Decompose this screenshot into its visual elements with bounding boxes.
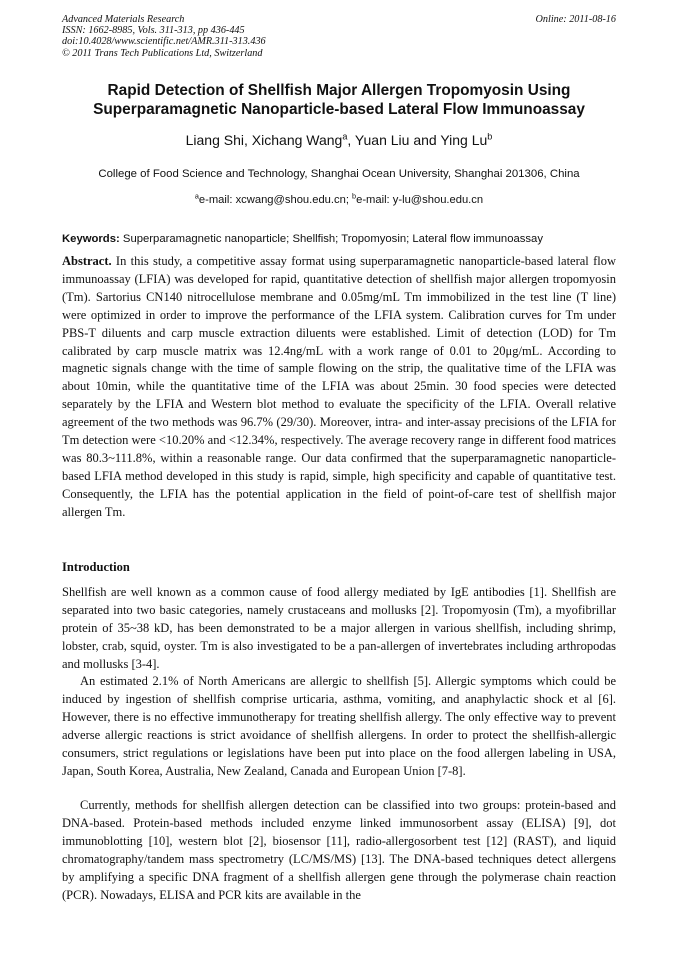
- author-list: [62, 131, 616, 149]
- email-a: e-mail: xcwang@shou.edu.cn;: [198, 194, 353, 206]
- email-a-mark: a: [194, 191, 199, 201]
- affiliation: College of Food Science and Technology, Shanghai Ocean University, Shanghai 201306, China: [98, 168, 580, 180]
- paper-title: [62, 81, 616, 119]
- abstract-label: Abstract.: [62, 254, 112, 268]
- keywords-text: Superparamagnetic nanoparticle; Shellfish; Tropomyosin; Lateral flow immunoassay: [119, 233, 543, 245]
- title-line-2: Superparamagnetic Nanoparticle-based Lateral Flow Immunoassay: [93, 101, 585, 118]
- email-b-mark: b: [352, 191, 357, 201]
- email-b: e-mail: y-lu@shou.edu.cn: [356, 194, 484, 206]
- issn-line: ISSN: 1662-8985, Vols. 311-313, pp 436-445: [62, 25, 245, 37]
- introduction-heading: Introduction: [62, 560, 130, 574]
- doi-line: doi:10.4028/www.scientific.net/AMR.311-313.436: [62, 36, 266, 48]
- author-4: Ying Lu: [440, 132, 488, 148]
- abstract-text: In this study, a competitive assay format using superparamagnetic nanoparticle-based lateral flow immunoassay (LFIA) was developed for rapid, quantitative detection of shellfish major allergen tropomyosin (Tm). Sartorius CN140 nitrocellulose membrane and 0.05mg/mL Tm immobilized in the test line (T line) were optimized in order to improve the performance of the LFIA system. Calibration curves for Tm under PBS-T diluents and carp muscle extraction diluents were established. Limit of detection (LOD) for Tm calibrated by carp muscle matrix was 12.4ng/mL with a work range of 0.01 to 20μg/mL. According to magnetic signals change with the time of sample flowing on the strip, the qualitative time of the LFIA was about 10min, while the quantitative time of the LFIA was about 25min. 30 food species were detected separately by the LFIA and Western blot method to evaluate the specificity of the LFIA. Overall relative agreement of the two methods was 96.7% (29/30). Moreover, intra- and inter-assay precisions of the LFIA for Tm detection were <10.20% and <12.34%, respectively. The average recovery range in different food matrices was 80.3~111.8%, within a reasonable range. Our data confirmed that the superparamagnetic nanoparticle-based LFIA method developed in this study is rapid, simple, high specificity and capable of quantitative test. Consequently, the LFIA has the potential application in the field of point-of-care test of shellfish major allergen Tm.: [62, 254, 616, 519]
- author-2: Xichang Wang: [251, 132, 343, 148]
- title-line-1: Rapid Detection of Shellfish Major Allergen Tropomyosin Using: [107, 82, 571, 99]
- intro-paragraph-2: An estimated 2.1% of North Americans are allergic to shellfish [5]. Allergic symptoms which could be induced by ingestion of shellfish comprise urticaria, asthma, vomiting, and anaphylactic shock et al [6]. However, there is no effective immunotherapy for treating shellfish allergy. The only effective way to prevent adverse allergic reactions is strict avoidance of shellfish allergens. In order to protect the shellfish-allergic consumers, strict regulations or legislations have been put into place on the food allergen labeling in USA, Japan, South Korea, Australia, New Zealand, Canada and European Union [7-8].: [62, 674, 616, 778]
- keywords-label: Keywords:: [62, 233, 120, 245]
- author-1: Liang Shi,: [185, 132, 252, 148]
- author-4-affil-mark: b: [487, 131, 493, 142]
- email-line: [62, 193, 616, 208]
- abstract: [62, 253, 616, 522]
- journal-header: [62, 14, 616, 59]
- author-3: , Yuan Liu and: [347, 132, 441, 148]
- keywords: [62, 232, 616, 247]
- copyright-line: © 2011 Trans Tech Publications Ltd, Switzerland: [62, 47, 263, 59]
- intro-paragraph-3: Currently, methods for shellfish allergen detection can be classified into two groups: protein-based and DNA-based. Protein-based methods included enzyme linked immunosorbent assay (ELISA) [9], dot immunoblotting [10], western blot [2], biosensor [11], radio-allergosorbent test [12] (RAST), and liquid chromatography/tandem mass spectrometry (LC/MS/MS) [13]. The DNA-based techniques detect allergens by amplifying a specific DNA fragment of a shellfish allergen gene through the polymerase chain reaction (PCR). Nowadays, ELISA and PCR kits are available in the: [62, 798, 616, 902]
- author-2-affil-mark: a: [342, 131, 348, 142]
- online-date: Online: 2011-08-16: [535, 14, 616, 25]
- journal-name: Advanced Materials Research: [62, 14, 185, 25]
- intro-paragraph-1: Shellfish are well known as a common cause of food allergy mediated by IgE antibodies [1]. Shellfish are separated into two basic categories, namely crustaceans and mollusks [2]. Tropomyosin (Tm), a myofibrillar protein of 35~38 kD, has been demonstrated to be a major allergen in various shellfish, including shrimp, lobster, crab, squid, oyster. Tm is also investigated to be a pan-allergen of invertebrates including arthropodas and mollusks [3-4].: [62, 585, 616, 671]
